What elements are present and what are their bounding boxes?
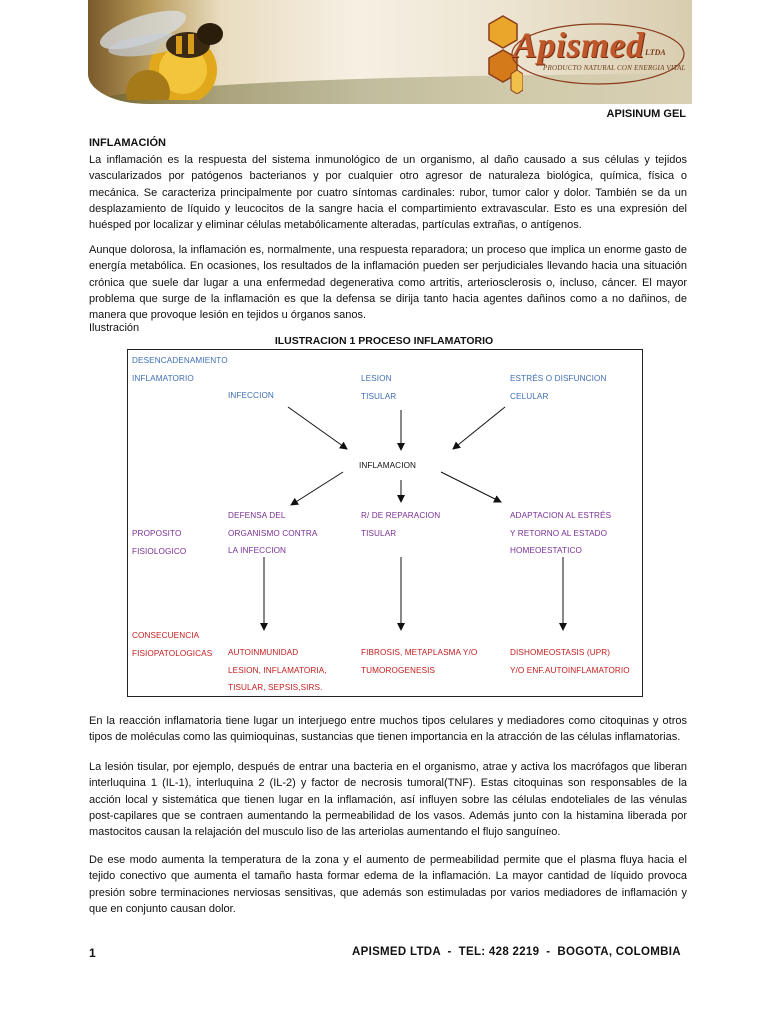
purpose-row-label: PROPOSITO FISIOLOGICO xyxy=(132,529,187,556)
consequence-autoimmunity: AUTOINMUNIDAD LESION, INFLAMATORIA, TISULAR, SEPSIS,SIRS. xyxy=(228,648,327,692)
paragraph-1: La inflamación es la respuesta del sistema inmunológico de un organismo, al daño causado a sus células y tejidos vascularizados por patógenos bacterianos y por cualquier otro agresor de naturaleza biológica, química, física o mecánica. Se caracteriza principalmente por cuatro síntomas cardinales: rubor, tumor calor y dolor. También se da un desplazamiento de líquido y leucocitos de la sangre hacia el compartimiento extravascular. Esto es una expresión del huésped por localizar y eliminar células metabólicamente alteradas, partículas extrañas, o antígenos. xyxy=(89,154,687,232)
logo-name: Apismed xyxy=(513,25,645,65)
logo-suffix: LTDA xyxy=(645,48,666,57)
page-number: 1 xyxy=(89,946,96,960)
consequence-dyshomeostasis: DISHOMEOSTASIS (UPR) Y/O ENF.AUTOINFLAMATORIO xyxy=(510,648,630,675)
bee-on-flower-image xyxy=(88,0,238,100)
arrow-infection-to-inflammation xyxy=(288,407,347,449)
paragraph-5: De ese modo aumenta la temperatura de la zona y el aumento de permeabilidad permite que el plasma fluya hacia el tejido conectivo que aumenta el tamaño hasta formar edema de la inflamación. La mayor cantidad de líquido provoca presión sobre terminaciones nerviosas sensitivas, que además son estimuladas por varios mediadores de inflamación y que en conjunto causan dolor. xyxy=(89,854,687,915)
apismed-logo xyxy=(483,14,688,94)
product-name: APISINUM GEL xyxy=(606,108,686,120)
paragraph-3: En la reacción inflamatoria tiene lugar un interjuego entre muchos tipos celulares y mediadores como citoquinas y otros tipos de moléculas como las quimioquinas, sustancias que tienen importancia en la atracción de las células inflamatorias. xyxy=(89,715,687,744)
arrow-inflammation-to-adaptation xyxy=(441,472,501,502)
consequence-row-label: CONSECUENCIA FISIOPATOLOGICAS xyxy=(132,631,213,658)
paragraph-2-tail: Ilustración xyxy=(89,322,140,334)
arrow-inflammation-to-defense xyxy=(291,472,343,505)
section-title: INFLAMACIÓN xyxy=(89,137,166,149)
consequence-fibrosis: FIBROSIS, METAPLASMA Y/O TUMOROGENESIS xyxy=(361,648,478,675)
trigger-row-label: DESENCADENAMIENTO INFLAMATORIO xyxy=(132,356,228,383)
arrow-stress-to-inflammation xyxy=(453,407,505,449)
trigger-infection: INFECCION xyxy=(228,391,274,400)
purpose-adaptation: ADAPTACION AL ESTRÉS Y RETORNO AL ESTADO HOMEOESTATICO xyxy=(510,511,612,555)
logo-tagline: PRODUCTO NATURAL CON ENERGIA VITAL xyxy=(543,64,686,72)
figure-title: ILUSTRACION 1 PROCESO INFLAMATORIO xyxy=(274,335,494,347)
trigger-stress: ESTRÉS O DISFUNCION CELULAR xyxy=(510,374,607,401)
purpose-repair: R/ DE REPARACION TISULAR xyxy=(361,511,441,538)
trigger-tissue-lesion: LESION TISULAR xyxy=(361,374,397,401)
footer-contact: APISMED LTDA - TEL: 428 2219 - BOGOTA, COLOMBIA xyxy=(352,946,681,958)
inflammation-process-diagram xyxy=(127,349,643,697)
paragraph-2: Aunque dolorosa, la inflamación es, normalmente, una respuesta reparadora; un proceso que implica un enorme gasto de energía metabólica. En ocasiones, los resultados de la inflamación pueden ser perjudiciales llevando hacia una situación crónica que suele dar lugar a una enfermedad degenerativa como artritis, arteriosclerosis o, incluso, cáncer. El mayor problema que surge de la inflamación es que la defensa se dirija tanto hacia agentes dañinos como a no dañinos, de manera que provoque lesión en tejidos u órganos sanos. xyxy=(89,244,687,322)
purpose-defense: DEFENSA DEL ORGANISMO CONTRA LA INFECCION xyxy=(228,511,318,555)
center-inflammation: INFLAMACION xyxy=(359,461,417,470)
paragraph-4: La lesión tisular, por ejemplo, después de entrar una bacteria en el organismo, atrae y activa los macrófagos que liberan interluquina 1 (IL-1), interluquina 2 (IL-2) y factor de necrosis tumoral(TNF). Estas citoquinas son responsables de la acción local y sistemática que tienen lugar en la inflamación, así influyen sobre las células endoteliales de las vénulas post-capilares que se contraen aumentando la permeabilidad de los vasos. Además junto con la histamina liberada por mastocitos causan la relajación del musculo liso de las arteriolas aumentando el flujo sanguíneo. xyxy=(89,761,687,839)
header-banner xyxy=(88,0,692,104)
